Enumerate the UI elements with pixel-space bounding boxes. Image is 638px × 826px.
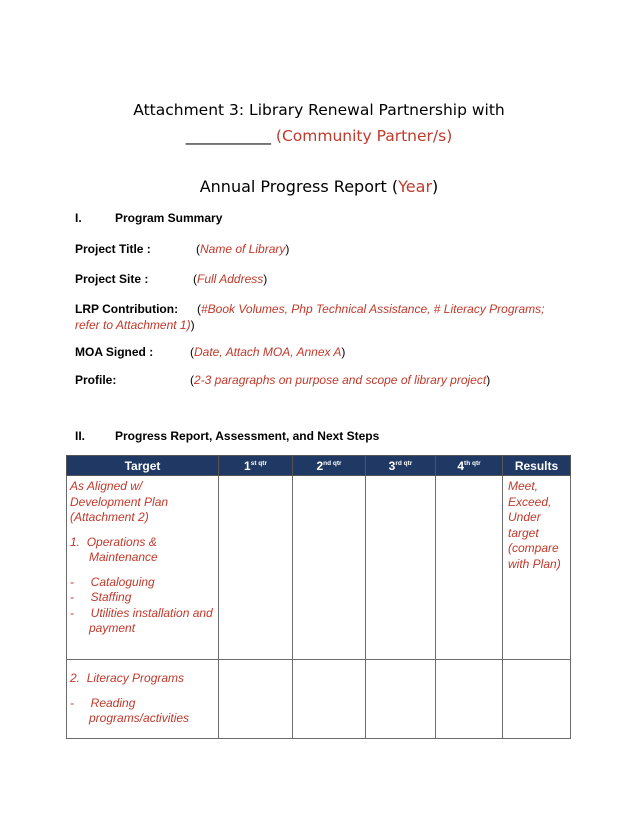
moa-signed-value: Date, Attach MOA, Annex A: [194, 345, 342, 359]
profile-value: 2-3 paragraphs on purpose and scope of library project: [194, 373, 487, 387]
q1-cell: [219, 660, 293, 739]
lrp-contribution-value: #Book Volumes, Php Technical Assistance, # Literacy Programs;: [201, 302, 545, 316]
header-q1: $1^{st qtr}$: [219, 456, 293, 476]
header-results: Results: [503, 456, 571, 476]
field-moa-signed: MOA Signed : (Date, Attach MOA, Annex A): [75, 345, 346, 359]
project-site-value: Full Address: [197, 272, 264, 286]
report-title: Annual Progress Report (Year): [199, 177, 439, 196]
q3-cell: [366, 476, 436, 660]
report-year: Year: [398, 177, 433, 196]
q4-cell: [436, 476, 503, 660]
target-bullet: - Reading programs/activities: [70, 695, 190, 725]
attachment-title: Attachment 3: Library Renewal Partnership with: [133, 101, 505, 119]
field-profile: Profile: (2-3 paragraphs on purpose and scope of library project): [75, 373, 491, 387]
table-row: [67, 660, 571, 739]
partner-line: [0, 127, 638, 145]
results-cell: Meet, Exceed, Under target (compare with Plan): [503, 476, 571, 660]
progress-table: [66, 455, 571, 739]
header-q2: $2^{nd qtr}$: [293, 456, 366, 476]
target-item: 1. Operations & Maintenance: [70, 534, 158, 564]
q4-cell: [436, 660, 503, 739]
partner-blank: ___________: [185, 127, 271, 145]
project-title-value: Name of Library: [200, 242, 286, 256]
community-partner: (Community Partner/s): [275, 127, 453, 145]
q1-cell: [219, 476, 293, 660]
table-header-row: [67, 456, 571, 476]
results-cell: [503, 660, 571, 739]
field-lrp-contribution-cont: refer to Attachment 1)): [75, 318, 195, 332]
target-item: 2. Literacy Programs: [70, 671, 185, 685]
target-cell-1: As Aligned w/ Development Plan (Attachment 2) 1. Operations & Maintenance - Cataloguing - Staffing - Utilities installation and payment: [67, 476, 219, 660]
section-1-heading: I. Program Summary: [75, 211, 223, 225]
field-lrp-contribution: LRP Contribution: (#Book Volumes, Php Technical Assistance, # Literacy Programs;: [75, 302, 545, 316]
field-project-site: Project Site : (Full Address): [75, 272, 268, 286]
field-project-title: Project Title : (Name of Library): [75, 242, 290, 256]
q2-cell: [293, 660, 366, 739]
target-bullet: - Staffing: [70, 590, 132, 604]
q3-cell: [366, 660, 436, 739]
q2-cell: [293, 476, 366, 660]
table-row: [67, 476, 571, 660]
section-2-heading: II. Progress Report, Assessment, and Next Steps: [75, 429, 380, 443]
target-bullet: - Utilities installation and payment: [70, 605, 213, 635]
header-target: Target: [67, 456, 219, 476]
target-bullet: - Cataloguing: [70, 574, 155, 589]
header-q3: $3^{rd qtr}$: [366, 456, 436, 476]
target-cell-2: [67, 660, 219, 739]
header-q4: $4^{th qtr}$: [436, 456, 503, 476]
